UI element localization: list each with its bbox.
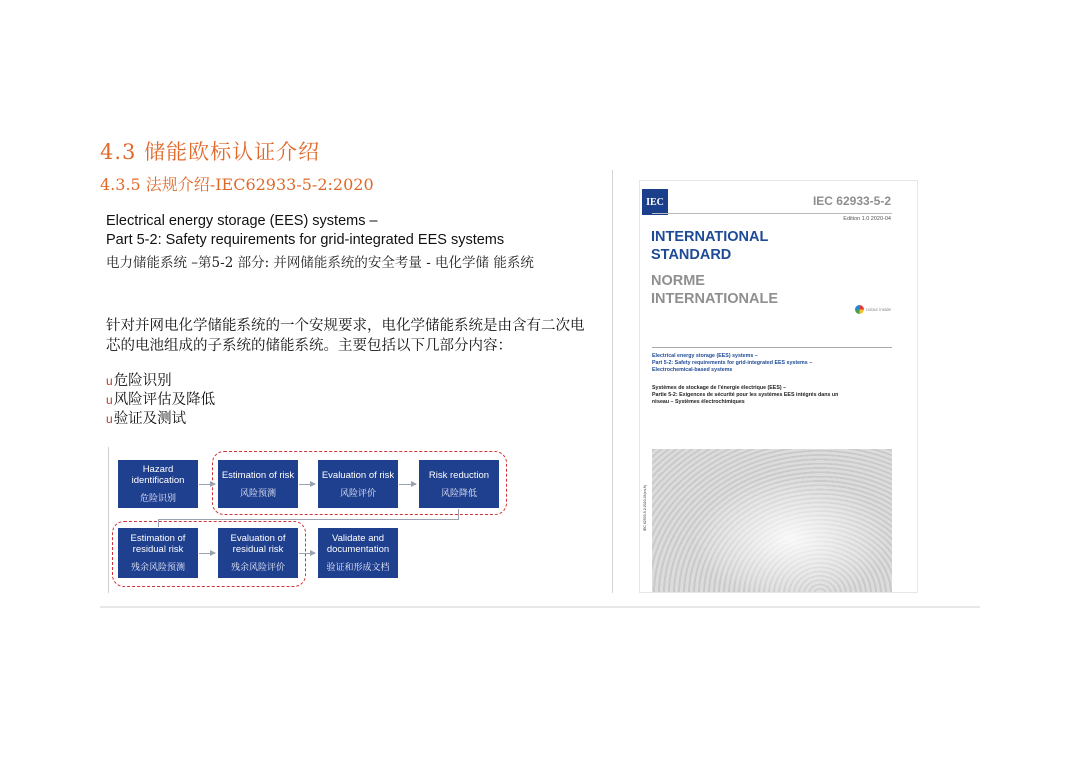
- edition-label: Edition 1.0 2020-04: [843, 216, 891, 222]
- cover-english-title: Electrical energy storage (EES) systems – Part 5-2: Safety requirements for grid-integrated EES systems – Electrochemical-based systems: [652, 353, 813, 373]
- cover-divider: [652, 347, 892, 348]
- evaluation-of-residual-risk-box: Evaluation of residual risk 残余风险评价: [218, 528, 298, 578]
- column-divider: [612, 170, 613, 593]
- page-title: 4.3 储能欧标认证介绍: [100, 140, 321, 164]
- bullet-marker: u: [106, 412, 113, 426]
- hazard-identification-box: Hazard identification 危险识别: [118, 460, 198, 508]
- description-paragraph: 针对并网电化学储能系统的一个安规要求，电化学储能系统是由含有二次电芯的电池组成的子系统的储能系统。主要包括以下几部分内容：: [106, 318, 585, 354]
- international-standard-label: INTERNATIONAL STANDARD: [651, 229, 769, 263]
- content-list: [106, 372, 215, 429]
- estimation-of-risk-box: Estimation of risk 风险预测: [218, 460, 298, 508]
- chinese-title: 电力储能系统 –第5-2 部分: 并网储能系统的安全考量 - 电化学储 能系统: [106, 255, 534, 271]
- flow-connector: [158, 519, 159, 527]
- risk-reduction-box: Risk reduction 风险降低: [419, 460, 499, 508]
- flow-arrow: [399, 484, 416, 485]
- risk-process-diagram: [108, 447, 510, 593]
- list-item: u危险识别: [106, 373, 172, 389]
- flow-arrow: [299, 553, 315, 554]
- english-title-line-1: Electrical energy storage (EES) systems –: [106, 213, 378, 229]
- evaluation-of-risk-box: Evaluation of risk 风险评价: [318, 460, 398, 508]
- estimation-of-residual-risk-box: Estimation of residual risk 残余风险预测: [118, 528, 198, 578]
- validate-and-documentation-box: Validate and documentation 验证和形成文档: [318, 528, 398, 578]
- flow-connector: [458, 509, 459, 519]
- bullet-marker: u: [106, 393, 113, 407]
- list-item: u风险评估及降低: [106, 392, 216, 408]
- flow-connector: [158, 519, 459, 520]
- norme-internationale-label: NORME INTERNATIONALE: [651, 273, 779, 307]
- colour-wheel-icon: [855, 305, 864, 314]
- list-item: u验证及测试: [106, 411, 187, 427]
- bottom-divider: [100, 606, 980, 608]
- cover-divider: [652, 213, 892, 214]
- bullet-marker: u: [106, 374, 113, 388]
- cover-side-reference: IEC 62933-5-2:2020-04(en-fr): [643, 484, 647, 531]
- section-subtitle: 4.3.5 法规介绍-IEC62933-5-2:2020: [100, 175, 374, 194]
- flow-arrow: [199, 553, 215, 554]
- iec-logo: IEC: [642, 189, 668, 215]
- cover-artwork: [652, 449, 892, 593]
- standard-cover-image: [639, 180, 918, 593]
- standard-number: IEC 62933-5-2: [812, 194, 891, 208]
- flow-arrow: [299, 484, 315, 485]
- cover-french-title: Systèmes de stockage de l'énergie électrique (EES) – Partie 5-2: Exigences de sécurité pour les systèmes EES intégrés dans un réseau – Systèmes électrochimiques: [652, 385, 839, 405]
- flow-arrow: [199, 484, 215, 485]
- english-title-line-2: Part 5-2: Safety requirements for grid-integrated EES systems: [106, 232, 505, 248]
- diagram-frame-line: [108, 447, 109, 593]
- colour-inside-badge: colour inside: [855, 305, 891, 314]
